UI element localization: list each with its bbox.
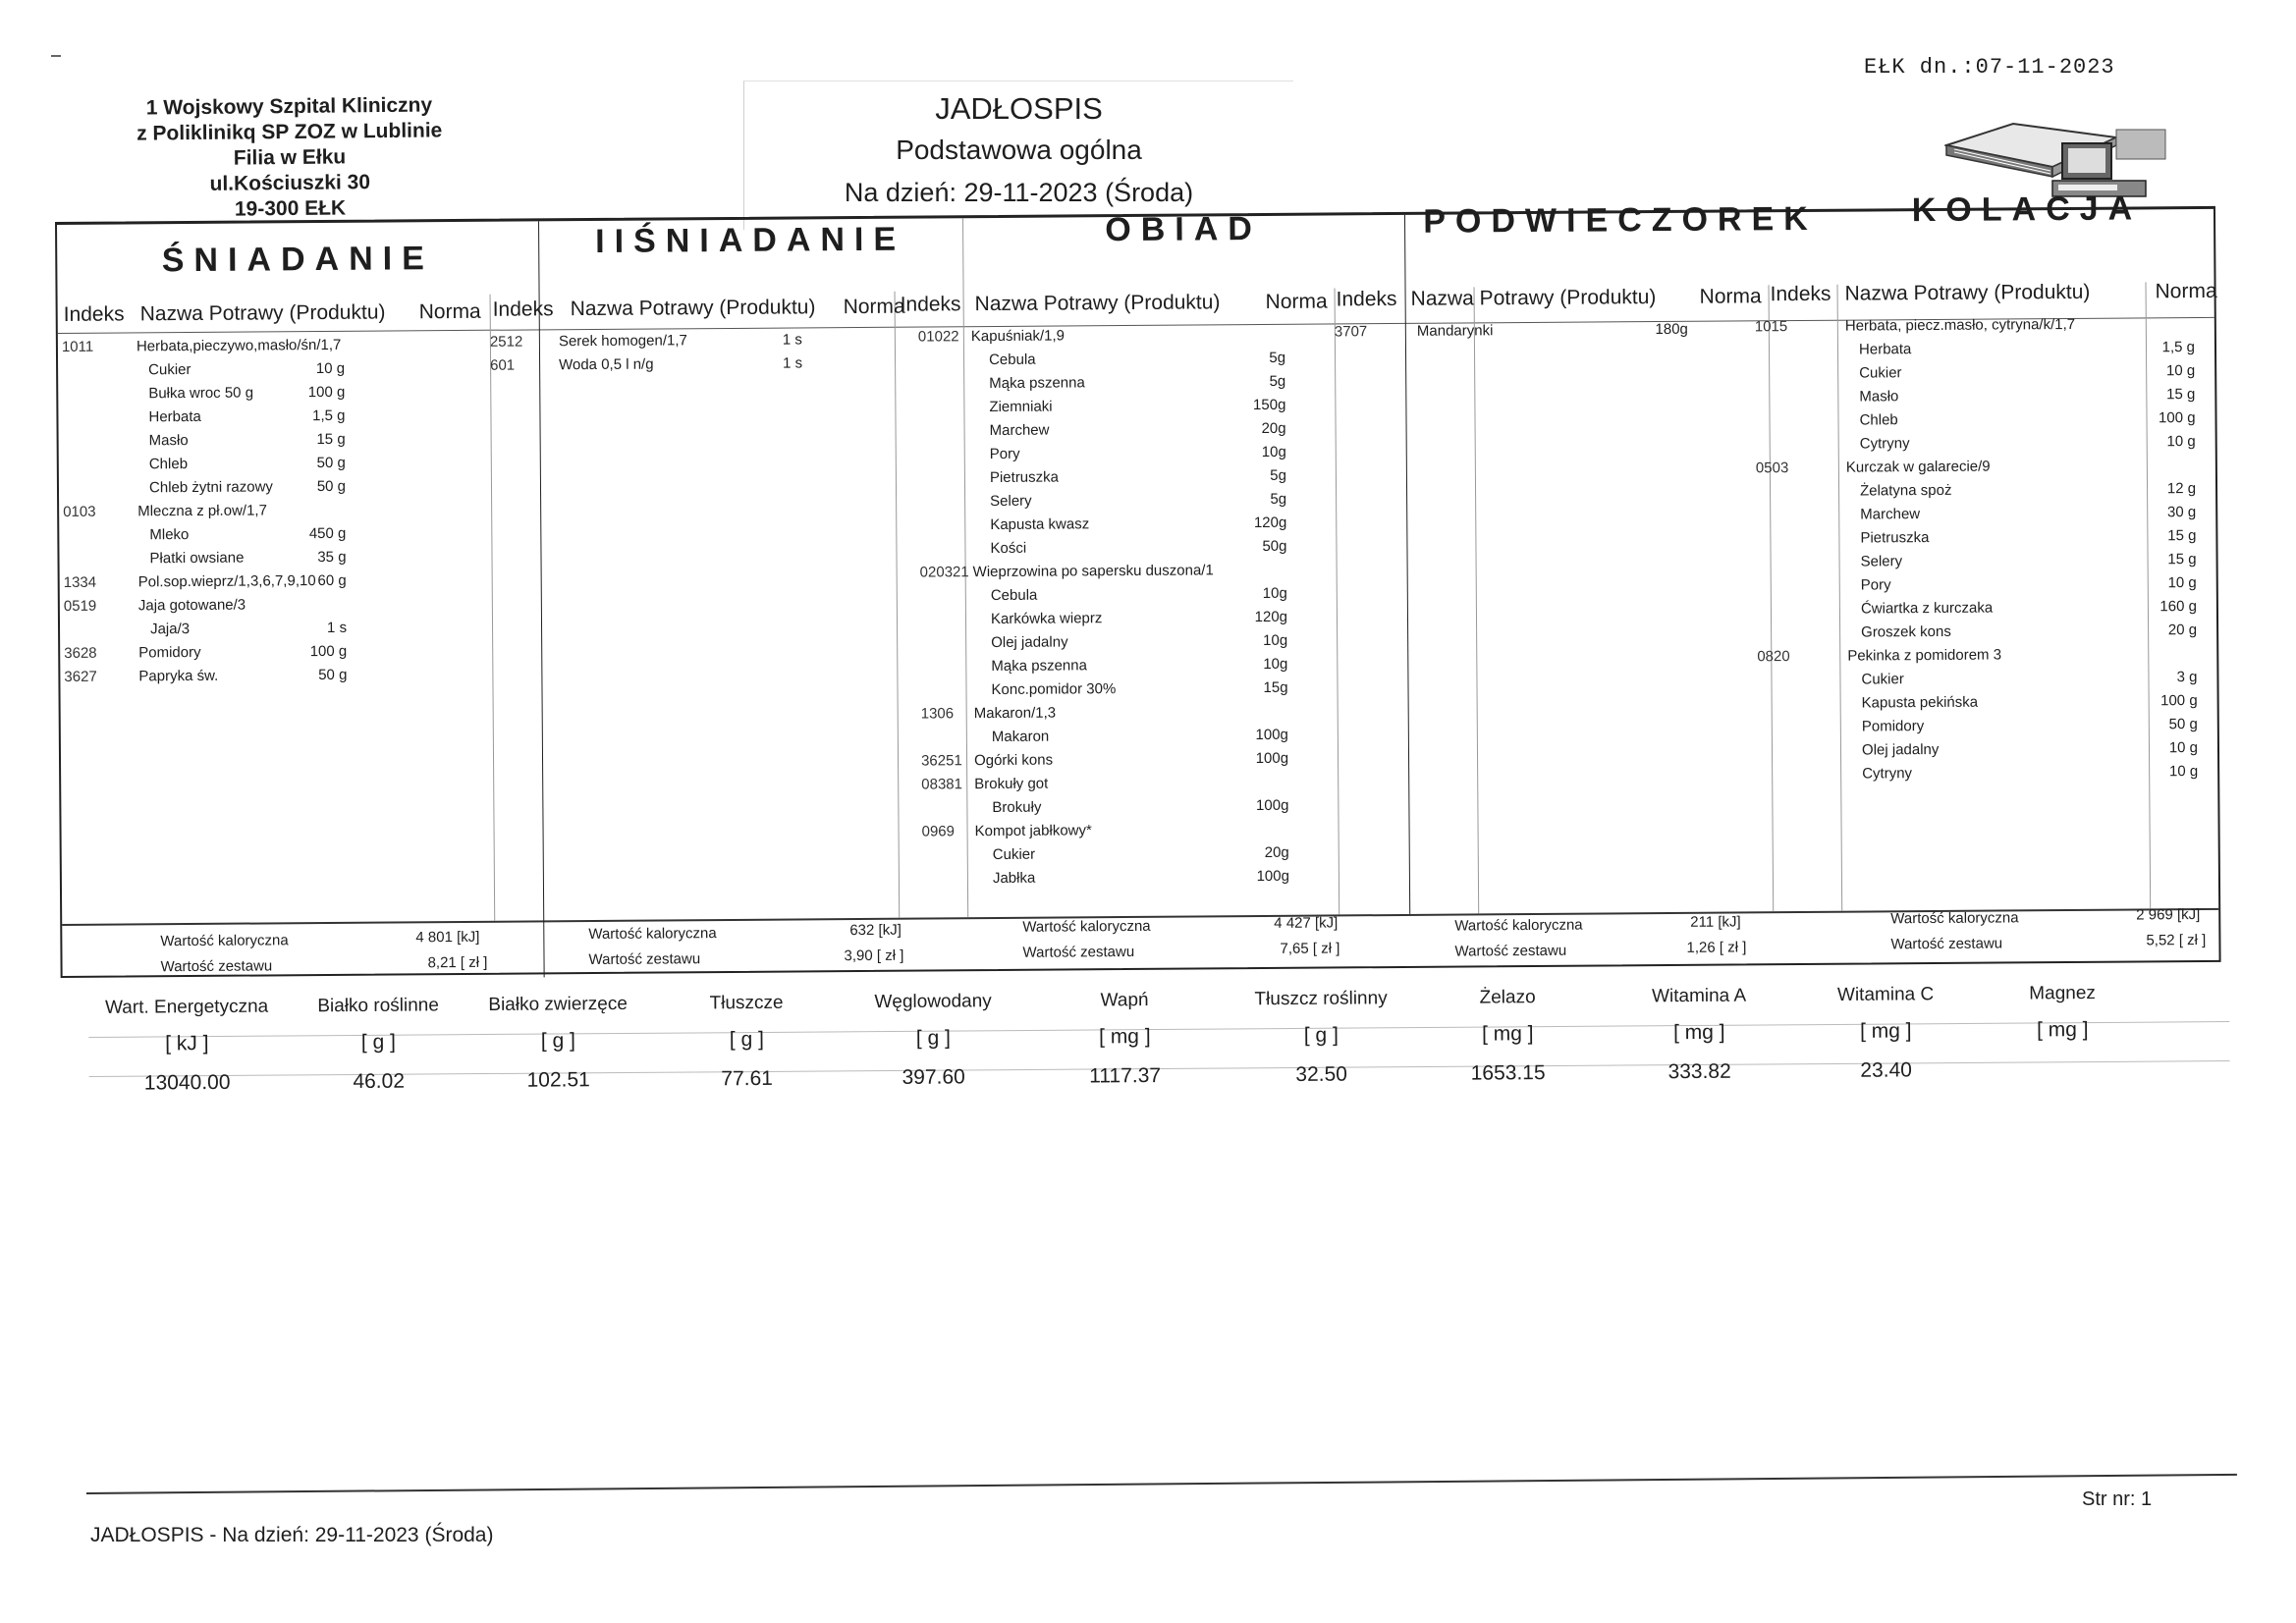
menu-row xyxy=(898,773,1338,799)
row-index: 01022 xyxy=(917,328,959,346)
cost-value: 5,52 [ zł ] xyxy=(2146,931,2207,949)
row-norm: 10g xyxy=(1263,655,1288,673)
dish-name: Woda 0,5 l n/g xyxy=(559,355,654,374)
row-index: 0969 xyxy=(921,823,956,840)
cost-value: 8,21 [ zł ] xyxy=(427,953,488,972)
ingredient-name: Cytryny xyxy=(1859,435,1910,453)
nutrition-unit: [ g ] xyxy=(1303,1023,1339,1047)
dish-name: Wieprzowina po sapersku duszona/1 xyxy=(972,562,1214,581)
rows-sniadanie xyxy=(58,336,493,692)
row-norm: 15 g xyxy=(2166,386,2196,404)
dish-name: Kompot jabłkowy* xyxy=(974,822,1092,840)
ingredient-name: Cebula xyxy=(988,351,1036,369)
menu-row xyxy=(1771,598,2218,624)
row-index: 1011 xyxy=(61,338,94,355)
row-index: 3707 xyxy=(1334,323,1368,341)
nutrition-column xyxy=(1601,979,1798,1092)
ingredient-name: Brokuły xyxy=(992,798,1042,817)
page-number: Str nr: 1 xyxy=(2082,1488,2153,1510)
menu-row xyxy=(898,749,1338,776)
nutrition-value: 32.50 xyxy=(1295,1062,1348,1086)
section-caption: IIŚNIADANIE xyxy=(595,220,906,260)
ingredient-name: Karkówka wieprz xyxy=(990,610,1103,628)
ingredient-name: Mąka pszenna xyxy=(991,657,1087,676)
dish-name: Kapuśniak/1,9 xyxy=(970,327,1066,346)
menu-row xyxy=(897,678,1337,705)
menu-row xyxy=(897,655,1337,681)
header-norm: Norma xyxy=(843,295,905,319)
row-norm: 1,5 g xyxy=(2161,339,2196,356)
menu-row xyxy=(896,490,1336,516)
nutrition-label: Białko zwierzęce xyxy=(488,993,628,1016)
header-index: Indeks xyxy=(63,302,125,326)
kcal-value: 4 427 [kJ] xyxy=(1274,914,1339,932)
row-index: 0519 xyxy=(63,597,97,615)
nutrition-column xyxy=(280,989,477,1102)
header-index: Indeks xyxy=(1336,287,1397,311)
row-index: 3627 xyxy=(64,668,97,685)
menu-row xyxy=(60,619,492,645)
ingredient-name: Marchew xyxy=(989,421,1050,440)
ingredient-name: Masło xyxy=(1859,388,1899,406)
ingredient-name: Jaja/3 xyxy=(149,621,191,638)
dish-name: Serek homogen/1,7 xyxy=(558,332,687,351)
menu-row xyxy=(1769,339,2216,365)
nutrition-column xyxy=(1223,982,1420,1095)
nutrition-column xyxy=(1409,981,1607,1094)
menu-row xyxy=(59,454,491,480)
row-norm: 100g xyxy=(1256,867,1289,886)
menu-row xyxy=(897,561,1337,587)
menu-row xyxy=(59,501,491,527)
row-norm: 15 g xyxy=(2167,551,2197,568)
cost-value: 7,65 [ zł ] xyxy=(1280,940,1340,957)
row-norm: 20 g xyxy=(2167,622,2198,639)
dish-name: Herbata, piecz.masło, cytryna/k/1,7 xyxy=(1844,315,2076,335)
row-index: 2512 xyxy=(489,333,523,351)
dish-name: Mleczna z pł.ow/1,7 xyxy=(137,502,267,520)
row-norm: 100g xyxy=(1255,749,1289,768)
kcal-label: Wartość kaloryczna xyxy=(1454,916,1583,935)
section-caption: OBIAD xyxy=(1105,209,1263,249)
row-norm: 1 s xyxy=(782,331,802,349)
row-norm: 1 s xyxy=(326,619,348,636)
section-caption: KOLACJA xyxy=(1911,189,2143,230)
menu-row xyxy=(897,584,1337,611)
row-norm: 5g xyxy=(1270,490,1287,508)
row-norm: 60 g xyxy=(317,571,347,590)
nutrition-value: 46.02 xyxy=(353,1069,406,1094)
nutrition-column xyxy=(1964,977,2161,1090)
nutrition-value: 102.51 xyxy=(526,1068,590,1092)
nutrition-label: Magnez xyxy=(2029,983,2096,1004)
dish-name: Brokuły got xyxy=(974,775,1049,793)
cost-label: Wartość zestawu xyxy=(160,957,273,976)
rows-kolacja xyxy=(1754,315,2220,789)
menu-row xyxy=(490,354,895,381)
ingredient-name: Bułka wroc 50 g xyxy=(148,384,254,403)
menu-row xyxy=(58,383,490,409)
menu-row xyxy=(899,867,1339,893)
row-norm: 20g xyxy=(1261,419,1286,437)
ingredient-name: Pietruszka xyxy=(1860,529,1930,547)
kcal-label: Wartość kaloryczna xyxy=(1022,917,1151,936)
nutrition-columns xyxy=(88,976,2229,1095)
nutrition-unit: [ kJ ] xyxy=(165,1032,209,1055)
menu-date: Na dzień: 29-11-2023 (Środa) xyxy=(844,178,1194,207)
menu-row xyxy=(1754,315,2216,342)
ingredient-name: Pory xyxy=(1860,576,1891,594)
ingredient-name: Marchew xyxy=(1860,506,1921,523)
hospital-line: 19-300 EŁK xyxy=(234,196,347,221)
row-norm: 120g xyxy=(1253,514,1287,532)
row-norm: 35 g xyxy=(317,548,347,567)
menu-row xyxy=(1771,622,2218,648)
nutrition-column xyxy=(460,988,657,1101)
nutrition-label: Witamina C xyxy=(1836,984,1935,1005)
rows-podwieczorek xyxy=(1335,320,1769,347)
nutrition-unit: [ mg ] xyxy=(1099,1025,1151,1049)
row-index: 0103 xyxy=(63,503,96,520)
row-index: 601 xyxy=(490,356,516,374)
cost-value: 1,26 [ zł ] xyxy=(1686,939,1747,956)
row-index: 020321 xyxy=(919,564,969,581)
nutrition-value: 1117.37 xyxy=(1089,1063,1162,1088)
row-norm: 100 g xyxy=(307,383,346,402)
cost-label: Wartość zestawu xyxy=(1890,935,2003,953)
row-norm: 15g xyxy=(1263,678,1288,696)
menu-row xyxy=(896,537,1336,564)
nutrition-value: 397.60 xyxy=(902,1065,965,1089)
menu-row xyxy=(1771,574,2218,601)
ingredient-name: Pomidory xyxy=(1861,718,1925,735)
ingredient-name: Żelatyna spoż xyxy=(1859,481,1952,500)
ingredient-name: Chleb xyxy=(1859,411,1898,429)
menu-row xyxy=(1769,386,2216,412)
header-name: Nazwa Potrawy (Produktu) xyxy=(1844,280,2091,305)
header-name: Nazwa Potrawy (Produktu) xyxy=(139,300,386,326)
menu-row xyxy=(58,336,490,362)
nutrition-unit: [ mg ] xyxy=(1672,1020,1725,1045)
rows-iisniadanie xyxy=(490,331,895,381)
menu-row xyxy=(1769,362,2216,389)
menu-row xyxy=(895,372,1335,399)
menu-row xyxy=(1769,409,2216,436)
header-name: Nazwa Potrawy (Produktu) xyxy=(1410,286,1657,310)
nutrition-value: 1653.15 xyxy=(1470,1061,1546,1085)
menu-row xyxy=(899,820,1339,846)
nutrition-column xyxy=(1026,984,1224,1097)
row-norm: 30 g xyxy=(2166,504,2197,521)
header-norm: Norma xyxy=(1265,290,1328,313)
footer-divider xyxy=(86,1474,2237,1494)
hospital-line: Filia w Ełku xyxy=(233,145,347,170)
row-index: 3628 xyxy=(64,644,97,662)
kcal-value: 211 [kJ] xyxy=(1690,913,1741,931)
menu-row xyxy=(59,477,491,504)
menu-row xyxy=(895,396,1335,422)
nutrition-unit: [ g ] xyxy=(540,1029,575,1053)
section-caption: ŚNIADANIE xyxy=(161,240,434,280)
nutrition-column xyxy=(648,986,846,1099)
cost-label: Wartość zestawu xyxy=(588,950,701,969)
menu-row xyxy=(899,843,1339,870)
nutrition-unit: [ g ] xyxy=(360,1030,396,1054)
nutrition-label: Węglowodany xyxy=(874,991,992,1013)
menu-row xyxy=(60,571,492,598)
diet-name: Podstawowa ogólna xyxy=(896,135,1142,165)
ingredient-name: Pietruszka xyxy=(989,468,1060,487)
ingredient-name: Chleb xyxy=(148,456,189,473)
row-norm: 120g xyxy=(1254,608,1288,626)
nutrition-value xyxy=(1964,1050,2160,1090)
menu-row xyxy=(898,726,1338,752)
cost-value: 3,90 [ zł ] xyxy=(844,947,904,965)
nutrition-label: Żelazo xyxy=(1479,987,1536,1008)
ingredient-name: Kapusta pekińska xyxy=(1861,693,1979,712)
row-norm: 150g xyxy=(1252,396,1286,414)
scan-mark xyxy=(51,55,61,57)
ingredient-name: Groszek kons xyxy=(1861,622,1951,641)
row-norm: 160 g xyxy=(2159,598,2197,616)
ingredient-name: Selery xyxy=(1860,553,1903,570)
menu-row xyxy=(1770,504,2217,530)
ingredient-name: Cukier xyxy=(992,845,1036,864)
menu-row xyxy=(60,642,492,669)
row-norm: 180g xyxy=(1655,320,1688,339)
nutrition-column xyxy=(88,991,286,1104)
menu-row xyxy=(1755,457,2217,483)
row-norm: 5g xyxy=(1269,372,1286,390)
row-norm: 50 g xyxy=(316,477,347,496)
header-index: Indeks xyxy=(900,293,961,316)
nutrition-unit: [ mg ] xyxy=(1859,1019,1912,1043)
nutrition-label: Wapń xyxy=(1100,990,1149,1011)
row-index: 1306 xyxy=(920,705,955,723)
dish-name: Pomidory xyxy=(138,643,201,662)
row-norm: 10g xyxy=(1262,584,1287,602)
menu-row xyxy=(895,349,1335,375)
menu-row xyxy=(1770,480,2217,507)
row-norm: 10 g xyxy=(2165,362,2196,380)
menu-row xyxy=(898,796,1338,823)
ingredient-name: Ćwiartka z kurczaka xyxy=(1860,599,1994,618)
row-norm: 10 g xyxy=(315,359,346,378)
header-name: Nazwa Potrawy (Produktu) xyxy=(974,291,1221,316)
ingredient-name: Cukier xyxy=(1859,364,1902,382)
ingredient-name: Herbata xyxy=(148,407,201,426)
menu-row xyxy=(58,406,490,433)
hospital-address xyxy=(107,92,471,224)
row-norm: 10 g xyxy=(2168,763,2199,781)
ingredient-name: Kapusta kwasz xyxy=(990,515,1090,534)
row-index: 36251 xyxy=(920,752,962,770)
menu-row xyxy=(896,419,1336,446)
row-index: 1334 xyxy=(63,573,97,591)
ingredient-name: Makaron xyxy=(991,728,1050,746)
row-norm: 12 g xyxy=(2166,480,2197,498)
row-index: 08381 xyxy=(921,776,963,793)
nutrition-unit: [ mg ] xyxy=(2036,1018,2089,1042)
ingredient-name: Herbata xyxy=(1858,341,1912,358)
row-norm: 100g xyxy=(1255,796,1289,815)
dish-name: Makaron/1,3 xyxy=(973,704,1057,723)
menu-row xyxy=(1772,692,2219,719)
row-norm: 50g xyxy=(1262,537,1287,555)
menu-row xyxy=(898,702,1338,729)
ingredient-name: Ziemniaki xyxy=(989,398,1053,416)
nutrition-unit: [ mg ] xyxy=(1482,1022,1534,1046)
kcal-value: 2 969 [kJ] xyxy=(2136,906,2201,924)
menu-row xyxy=(1771,669,2218,695)
kcal-value: 632 [kJ] xyxy=(849,921,902,940)
row-index: 0503 xyxy=(1755,460,1789,477)
nutrition-label: Tłuszcze xyxy=(709,992,784,1014)
hospital-line: z Poliklinikq SP ZOZ w Lublinie xyxy=(137,119,443,145)
row-norm: 10g xyxy=(1263,631,1288,649)
hospital-line: ul.Kościuszki 30 xyxy=(209,171,371,195)
nutrition-unit: [ g ] xyxy=(729,1027,764,1052)
row-index: 0820 xyxy=(1757,648,1790,666)
kcal-label: Wartość kaloryczna xyxy=(588,925,717,944)
menu-row xyxy=(59,548,491,574)
row-norm: 15 g xyxy=(2167,527,2197,545)
ingredient-name: Chleb żytni razowy xyxy=(148,478,273,497)
ingredient-name: Cukier xyxy=(1861,671,1904,688)
row-norm: 3 g xyxy=(2176,669,2198,686)
nutrition-label: Tłuszcz roślinny xyxy=(1254,988,1388,1010)
header-norm: Norma xyxy=(1699,285,1762,308)
ingredient-name: Cukier xyxy=(148,360,191,379)
cost-label: Wartość zestawu xyxy=(1022,943,1135,961)
row-norm: 450 g xyxy=(308,524,347,543)
dish-name: Kurczak w galarecie/9 xyxy=(1845,458,1991,476)
row-norm: 5g xyxy=(1269,349,1286,366)
nutrition-label: Witamina A xyxy=(1651,985,1747,1007)
section-caption: PODWIECZOREK xyxy=(1423,199,1818,241)
menu-row xyxy=(490,331,895,357)
row-norm: 100 g xyxy=(309,642,348,661)
nutrition-label: Wart. Energetyczna xyxy=(104,996,269,1018)
row-norm: 10g xyxy=(1261,443,1286,460)
row-norm: 50 g xyxy=(2168,716,2198,733)
nutrition-label: Białko roślinne xyxy=(317,995,439,1017)
menu-row xyxy=(59,524,491,551)
nutrition-summary xyxy=(88,976,2230,1109)
menu-row xyxy=(59,430,491,457)
menu-row xyxy=(896,466,1336,493)
ingredient-name: Olej jadalny xyxy=(991,633,1068,652)
dish-name: Herbata,pieczywo,masło/śn/1,7 xyxy=(136,336,342,355)
document-title-box xyxy=(743,81,1293,230)
header-name: Nazwa Potrawy (Produktu) xyxy=(570,296,816,321)
kcal-label: Wartość kaloryczna xyxy=(160,932,289,950)
menu-row xyxy=(1772,716,2219,742)
kcal-label: Wartość kaloryczna xyxy=(1890,909,2019,928)
dish-name: Jaja gotowane/3 xyxy=(137,596,246,615)
ingredient-name: Kości xyxy=(990,539,1027,558)
kcal-value: 4 801 [kJ] xyxy=(415,928,480,947)
header-norm: Norma xyxy=(418,299,481,324)
dish-name: Pekinka z pomidorem 3 xyxy=(1847,646,2002,665)
row-norm: 20g xyxy=(1264,843,1289,861)
menu-row xyxy=(1770,527,2217,554)
menu-row xyxy=(896,514,1336,540)
dish-name: Papryka św. xyxy=(138,667,219,685)
menu-row xyxy=(897,631,1337,658)
dish-name: Mandarynki xyxy=(1416,322,1494,340)
document-title: JADŁOSPIS xyxy=(935,91,1103,126)
ingredient-name: Selery xyxy=(990,492,1032,511)
row-norm: 1 s xyxy=(782,354,803,372)
menu-row xyxy=(897,608,1337,634)
ingredient-name: Konc.pomidor 30% xyxy=(991,680,1117,699)
dish-name: Pol.sop.wieprz/1,3,6,7,9,10 xyxy=(137,572,316,591)
menu-row xyxy=(1772,739,2219,766)
ingredient-name: Cebula xyxy=(990,586,1038,605)
footer-title: JADŁOSPIS - Na dzień: 29-11-2023 (Środa) xyxy=(90,1524,494,1546)
hospital-line: 1 Wojskowy Szpital Kliniczny xyxy=(145,93,433,120)
nutrition-column xyxy=(835,985,1032,1098)
menu-row xyxy=(1757,645,2218,672)
menu-row xyxy=(60,595,492,622)
row-norm: 100 g xyxy=(2158,409,2196,427)
ingredient-name: Jabłka xyxy=(992,869,1036,888)
ingredient-name: Olej jadalny xyxy=(1861,740,1940,759)
dish-name: Ogórki kons xyxy=(973,751,1054,770)
row-norm: 10 g xyxy=(2167,574,2197,592)
row-norm: 50 g xyxy=(316,454,346,472)
header-index: Indeks xyxy=(492,298,554,321)
row-norm: 100g xyxy=(1255,726,1288,744)
issue-date-stamp: EŁK dn.:07-11-2023 xyxy=(1864,55,2115,80)
row-norm: 15 g xyxy=(316,430,346,449)
rows-obiad xyxy=(895,325,1339,893)
row-norm: 50 g xyxy=(318,666,348,684)
row-norm: 100 g xyxy=(2160,692,2198,710)
row-norm: 1,5 g xyxy=(312,406,346,425)
ingredient-name: Mleko xyxy=(149,526,190,544)
menu-row xyxy=(60,666,492,692)
nutrition-unit: [ g ] xyxy=(915,1026,951,1050)
menu-row xyxy=(896,443,1336,469)
nutrition-value: 13040.00 xyxy=(143,1070,231,1095)
nutrition-value: 23.40 xyxy=(1860,1058,1913,1082)
menu-row xyxy=(1770,433,2217,460)
ingredient-name: Masło xyxy=(148,432,189,450)
nutrition-value: 333.82 xyxy=(1667,1059,1731,1084)
header-index: Indeks xyxy=(1770,282,1831,306)
ingredient-name: Cytryny xyxy=(1862,765,1913,783)
ingredient-name: Płatki owsiane xyxy=(149,549,245,568)
nutrition-value: 77.61 xyxy=(721,1066,774,1091)
menu-row xyxy=(895,325,1335,352)
menu-row xyxy=(58,359,490,386)
nutrition-column xyxy=(1787,978,1985,1091)
row-index: 1015 xyxy=(1754,318,1788,336)
cost-label: Wartość zestawu xyxy=(1454,942,1567,960)
row-norm: 10 g xyxy=(2166,433,2196,451)
menu-row xyxy=(1771,551,2218,577)
row-norm: 5g xyxy=(1270,466,1286,484)
header-norm: Norma xyxy=(2155,279,2217,303)
menu-row xyxy=(1772,763,2219,789)
ingredient-name: Pory xyxy=(989,445,1020,463)
ingredient-name: Mąka pszenna xyxy=(989,374,1085,393)
row-norm: 10 g xyxy=(2168,739,2199,757)
menu-row xyxy=(1335,320,1769,347)
